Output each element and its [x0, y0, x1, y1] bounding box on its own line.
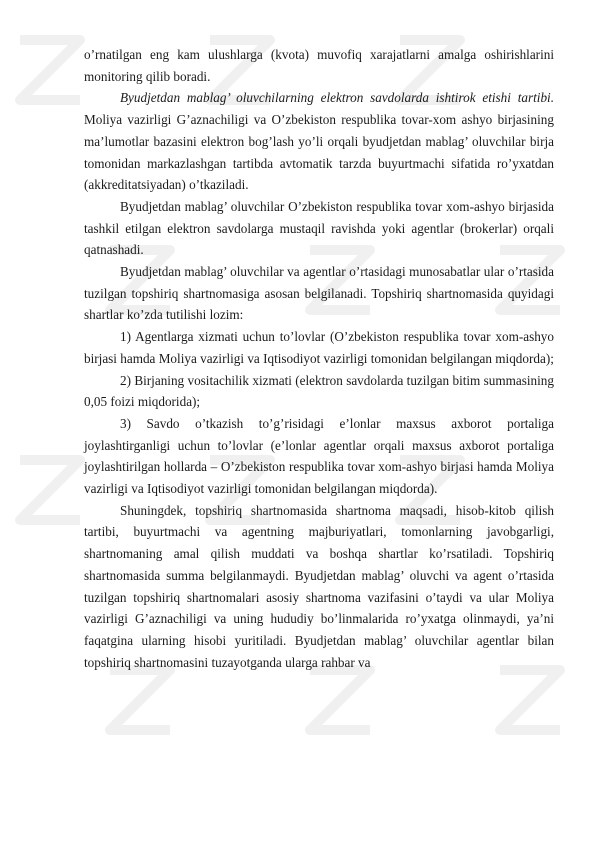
section-heading-italic: Byudjetdan mablag’ oluvchilarning elektron savdolarda ishtirok etishi tartibi.: [120, 90, 554, 106]
paragraph-2: [84, 87, 554, 196]
paragraph-1: o’rnatilgan eng kam ulushlarga (kvota) muvofiq xarajatlarni amalga oshirishlarini monitoring qilib boradi.: [84, 47, 554, 84]
list-item-3: 3) Savdo o’tkazish to’g’risidagi e’lonlar maxsus axborot portaliga joylashtirganligi uchun to’lovlar (e’lonlar agentlar orqali maxsus axborot portaliga joylashtirilgan hollarda – O’zbekiston respublika tovar xom-ashyo birjasi hamda Moliya vazirligi va Iqtisodiyot vazirligi tomonidan belgilangan miqdorda).: [84, 415, 554, 497]
list-item-2: 2) Birjaning vositachilik xizmati (elektron savdolarda tuzilgan bitim summasining 0,05 foizi miqdorida);: [84, 372, 554, 410]
paragraph-3: Byudjetdan mablag’ oluvchilar O’zbekiston respublika tovar xom-ashyo birjasida tashkil etilgan elektron savdolarga mustaqil ravishda yoki agentlar (brokerlar) orqali qatnashadi.: [84, 198, 554, 258]
list-item-1: 1) Agentlarga xizmati uchun to’lovlar (O’zbekiston respublika tovar xom-ashyo birjasi hamda Moliya vazirligi va Iqtisodiyot vazirligi tomonidan belgilangan miqdorda);: [84, 329, 554, 366]
paragraph-2-body: Moliya vazirligi G’aznachiligi va O’zbekiston respublika tovar-xom ashyo birjasining ma’lumotlar bazasini elektron bog’lash yo’li orqali byudjetdan mablag’ oluvchilar birja tomonidan markazlashgan tartibda avtomatik tarzda buyurtmachi sifatida ro’yxatdan (akkreditatsiyadan) o’tkaziladi.: [84, 112, 554, 193]
paragraph-8: Shuningdek, topshiriq shartnomasida shartnoma maqsadi, hisob-kitob qilish tartibi, buyurtmachi va agentning majburiyatlari, tomonlarning javobgarligi, shartnomaning amal qilish muddati va boshqa shartlar ko’rsatiladi. Topshiriq shartnomasida summa belgilanmaydi. Byudjetdan mablag’ oluvchi va agent o’rtasida tuzilgan topshiriq shartnomalari asosiy shartnoma vazifasini o’taydi va ular Moliya vazirligi G’aznachiligi va uning hududiy bo’linmalarida ro’yxatga olinmaydi, ya’ni faqatgina ularning hisobi yuritiladi. Byudjetdan mablag’ oluvchilar agentlar bilan topshiriq shartnomasini tuzayotganda ularga rahbar va: [84, 502, 554, 670]
paragraph-4: Byudjetdan mablag’ oluvchilar va agentlar o’rtasidagi munosabatlar ular o’rtasida tuzilgan topshiriq shartnomasiga asosan belgilanadi. Topshiriq shartnomasida quyidagi shartlar ko’zda tutilishi lozim:: [84, 264, 554, 323]
document-page: [84, 44, 554, 673]
